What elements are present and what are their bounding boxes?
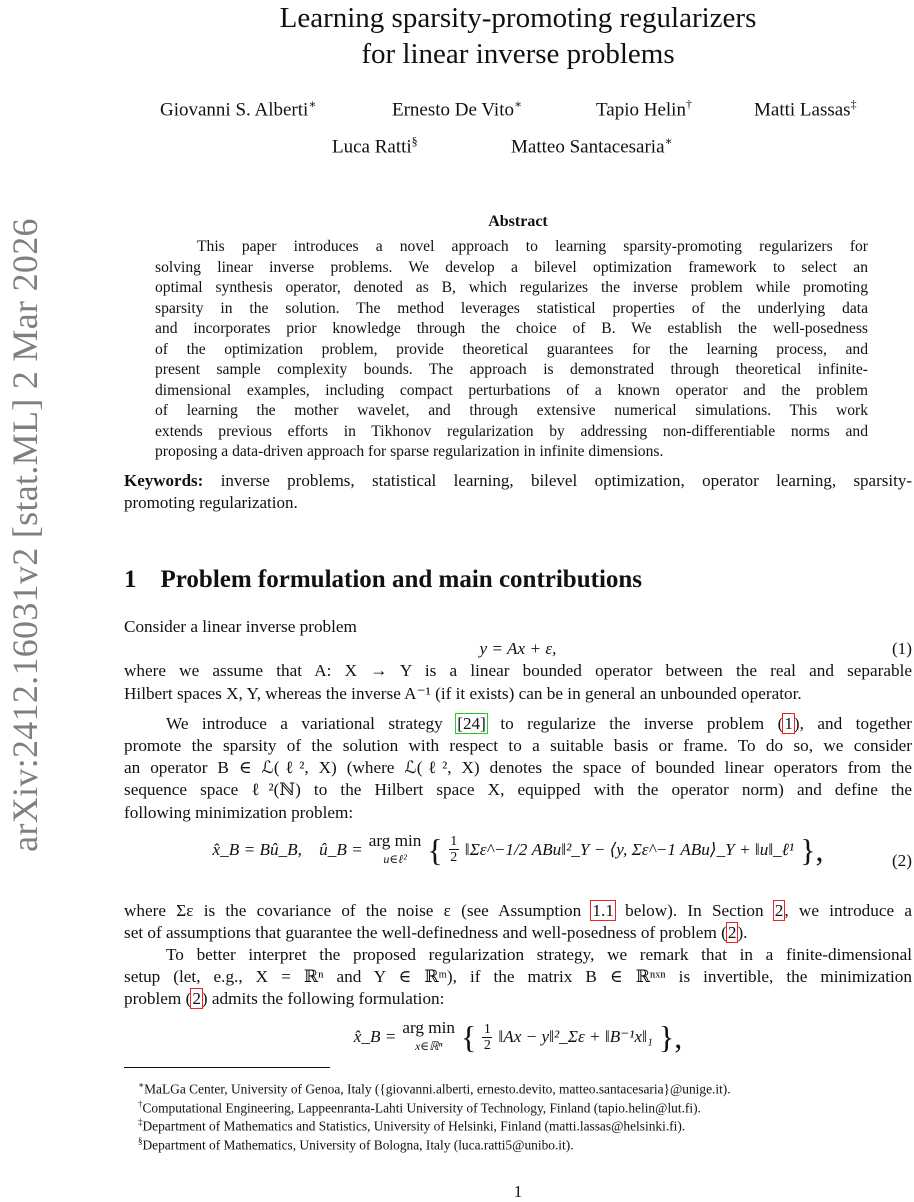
- text-run: promote the sparsity of the solution with respect to a suitable basis or frame. To do so, we consider: [124, 735, 912, 755]
- brace-close: },: [658, 1018, 683, 1055]
- section-title: Problem formulation and main contributions: [160, 566, 643, 593]
- text-run: following minimization problem:: [124, 802, 354, 822]
- body-text: [124, 616, 912, 1077]
- keywords: [124, 470, 912, 514]
- keywords-label: Keywords:: [124, 471, 204, 490]
- text-run: an operator B ∈ ℒ(ℓ², X) (where ℒ(ℓ², X) denotes the space of bounded linear operators from the: [124, 758, 912, 778]
- fraction: [449, 834, 459, 865]
- text-run: set of assumptions that guarantee the well-definedness and well-posedness of problem (: [124, 922, 727, 942]
- footnote: [124, 1095, 731, 1114]
- abstract-heading: Abstract: [488, 213, 548, 230]
- footnote: [124, 1113, 731, 1132]
- keywords-text: inverse problems, statistical learning, bilevel optimization, operator learning, sparsity-: [203, 471, 912, 490]
- author: [160, 97, 316, 121]
- numerator: 1: [450, 834, 458, 850]
- cross-reference-link[interactable]: 1.1: [592, 900, 614, 920]
- footnote-text: Department of Mathematics and Statistics, University of Helsinki, Finland (matti.lassas@helsinki.fi).: [142, 1118, 686, 1134]
- text-run: problem (: [124, 989, 192, 1009]
- paragraph-line: [124, 966, 912, 988]
- paragraph-line: [124, 944, 912, 966]
- title-line: for linear inverse problems: [361, 38, 675, 70]
- footnote-mark: §: [138, 1135, 143, 1146]
- paragraph: [124, 900, 912, 944]
- footnote-text: Computational Engineering, Lappeenranta-Lahti University of Technology, Finland (tapio.helin@lut.fi).: [142, 1100, 701, 1116]
- abstract-line: proposing a data-driven approach for sparse regularization in infinite dimensions.: [155, 443, 664, 460]
- footnote-mark: †: [138, 1098, 143, 1109]
- paragraph-line: [124, 988, 912, 1010]
- abstract-line: sparsity in the solution. The method leverages statistical properties of the underlying data: [155, 299, 868, 317]
- cross-reference-link[interactable]: 2: [774, 900, 784, 920]
- abstract-line: of the optimization problem, provide theoretical guarantees for the learning process, and: [155, 340, 868, 358]
- abstract-line: solving linear inverse problems. We develop a bilevel optimization framework to select an: [155, 258, 868, 276]
- author-name: Giovanni S. Alberti: [160, 99, 309, 121]
- paragraph: [124, 944, 912, 1011]
- keywords-line: [124, 470, 912, 492]
- fraction: [482, 1022, 492, 1053]
- denominator: 2: [483, 1037, 491, 1053]
- author: [392, 97, 522, 121]
- author-mark: §: [411, 134, 418, 148]
- text-run: Hilbert spaces X, Y, whereas the inverse A⁻¹ (if it exists) can be in general an unbounded operator.: [124, 683, 802, 703]
- denominator: 2: [450, 850, 458, 866]
- argmin-operator: [402, 1019, 455, 1055]
- equation-body: ‖Ax − y‖²_Σε + ‖B⁻¹x‖₁: [498, 1027, 653, 1047]
- author-name: Tapio Helin: [596, 99, 686, 121]
- footnote: [124, 1076, 731, 1095]
- author-name: Matteo Santacesaria: [511, 136, 665, 158]
- paragraph-line: [124, 802, 912, 824]
- cross-reference-link[interactable]: 1: [784, 713, 793, 733]
- paragraph-line: [124, 900, 912, 922]
- footnote-divider: [124, 1067, 330, 1068]
- author: [754, 97, 857, 121]
- argmin-label: arg min: [402, 1018, 456, 1038]
- cross-reference-link[interactable]: 2: [727, 922, 737, 942]
- abstract-line: extends previous efforts in Tikhonov regularization by addressing non-differentiable norms and: [155, 422, 868, 440]
- paper-title: [124, 0, 912, 72]
- equation-lhs: x̂_B =: [353, 1027, 397, 1047]
- equation-number: (1): [891, 639, 912, 659]
- author-name: Ernesto De Vito: [392, 99, 514, 121]
- text-run: We introduce a variational strategy: [166, 713, 457, 733]
- argmin-subscript: u∈ℓ²: [383, 851, 407, 866]
- footnotes: [124, 1076, 731, 1153]
- abstract-line: and incorporates prior knowledge through the choice of B. We establish the well-posedness: [155, 320, 868, 337]
- argmin-label: arg min: [368, 830, 422, 850]
- text-run: below). In Section: [614, 900, 774, 920]
- paragraph-line: [124, 779, 912, 801]
- text-run: sequence space ℓ²(ℕ) to the Hilbert space X, equipped with the operator norm) and define the: [124, 780, 912, 800]
- footnote-text: MaLGa Center, University of Genoa, Italy ({giovanni.alberti, ernesto.devito, matteo.santacesaria}@unige.it).: [144, 1081, 731, 1097]
- text-run: where we assume that A: X → Y is a linear bounded operator between the real and separable: [124, 661, 912, 681]
- author-mark: ∗: [308, 97, 317, 111]
- paragraph-line: [124, 757, 912, 779]
- paragraph-line: [124, 922, 912, 944]
- text-run: ), and together: [793, 713, 912, 733]
- section-heading: [124, 566, 642, 594]
- author-name: Luca Ratti: [332, 136, 412, 158]
- argmin-operator: [369, 832, 422, 868]
- equation-2: [124, 832, 912, 892]
- equation-number: (2): [891, 850, 912, 870]
- paragraph-line: [124, 713, 912, 735]
- author-mark: ∗: [664, 134, 673, 148]
- abstract-line: of learning the mother wavelet, and through extensive numerical simulations. This work: [155, 402, 868, 419]
- abstract-line: optimal synthesis operator, denoted as B, which regularizes the inverse problem while promoting: [155, 279, 868, 296]
- paragraph-line: [124, 660, 912, 682]
- cross-reference-link[interactable]: 2: [192, 989, 201, 1009]
- brace-open: {: [427, 831, 443, 868]
- paragraph: [124, 660, 912, 704]
- citation-link[interactable]: [24]: [457, 713, 486, 733]
- text-run: ).: [737, 922, 748, 942]
- paragraph-line: Consider a linear inverse problem: [124, 617, 357, 636]
- equation-lhs: x̂_B = Bû_B, û_B =: [212, 839, 363, 859]
- argmin-subscript: x∈ℝⁿ: [414, 1039, 443, 1054]
- page-number: 1: [513, 1182, 523, 1201]
- arxiv-stamp: arXiv:2412.16031v2 [stat.ML] 2 Mar 2026: [5, 218, 45, 852]
- title-line: Learning sparsity-promoting regularizers: [279, 2, 757, 34]
- abstract-body: [155, 237, 868, 463]
- author-name: Matti Lassas: [754, 99, 851, 121]
- paragraph-line: [124, 683, 912, 705]
- text-run: , we introduce a: [784, 900, 913, 920]
- abstract-line: This paper introduces a novel approach to learning sparsity-promoting regularizers for: [197, 238, 868, 255]
- section-number: 1: [124, 566, 137, 593]
- abstract-line: present sample complexity bounds. The approach is demonstrated through theoretical infinite-: [155, 361, 868, 378]
- text-run: To better interpret the proposed regularization strategy, we remark that in a finite-dimensional: [166, 945, 912, 965]
- text-run: to regularize the inverse problem (: [486, 713, 784, 733]
- text-run: ) admits the following formulation:: [201, 989, 445, 1009]
- equation-body: ‖Σε^−1/2 ABu‖²_Y − ⟨y, Σε^−1 ABu⟩_Y + ‖u‖_ℓ¹: [464, 839, 795, 859]
- paragraph-line: [124, 735, 912, 757]
- author: [511, 134, 673, 158]
- footnote-mark: ∗: [138, 1080, 145, 1090]
- abstract-line: dimensional examples, including compact perturbations of a known operator and the problem: [155, 381, 868, 399]
- author-mark: ‡: [850, 97, 857, 111]
- footnote-mark: ‡: [138, 1117, 143, 1128]
- brace-close: },: [800, 831, 824, 868]
- equation-expr: y = Ax + ε,: [479, 639, 557, 659]
- footnote: [124, 1132, 731, 1151]
- author: [596, 97, 692, 121]
- text-run: where Σε is the covariance of the noise ε (see Assumption: [124, 900, 592, 920]
- author-mark: ∗: [514, 97, 523, 111]
- footnote-text: Department of Mathematics, University of Bologna, Italy (luca.ratti5@unibo.it).: [142, 1137, 574, 1153]
- brace-open: {: [461, 1018, 477, 1055]
- author: [332, 134, 418, 158]
- paragraph: [124, 713, 912, 824]
- keywords-line: promoting regularization.: [124, 493, 298, 512]
- equation-1: [124, 638, 912, 660]
- author-mark: †: [685, 97, 692, 111]
- text-run: setup (let, e.g., X = ℝⁿ and Y ∈ ℝᵐ), if the matrix B ∈ ℝⁿˣⁿ is invertible, the minimization: [124, 967, 912, 987]
- numerator: 1: [483, 1021, 491, 1037]
